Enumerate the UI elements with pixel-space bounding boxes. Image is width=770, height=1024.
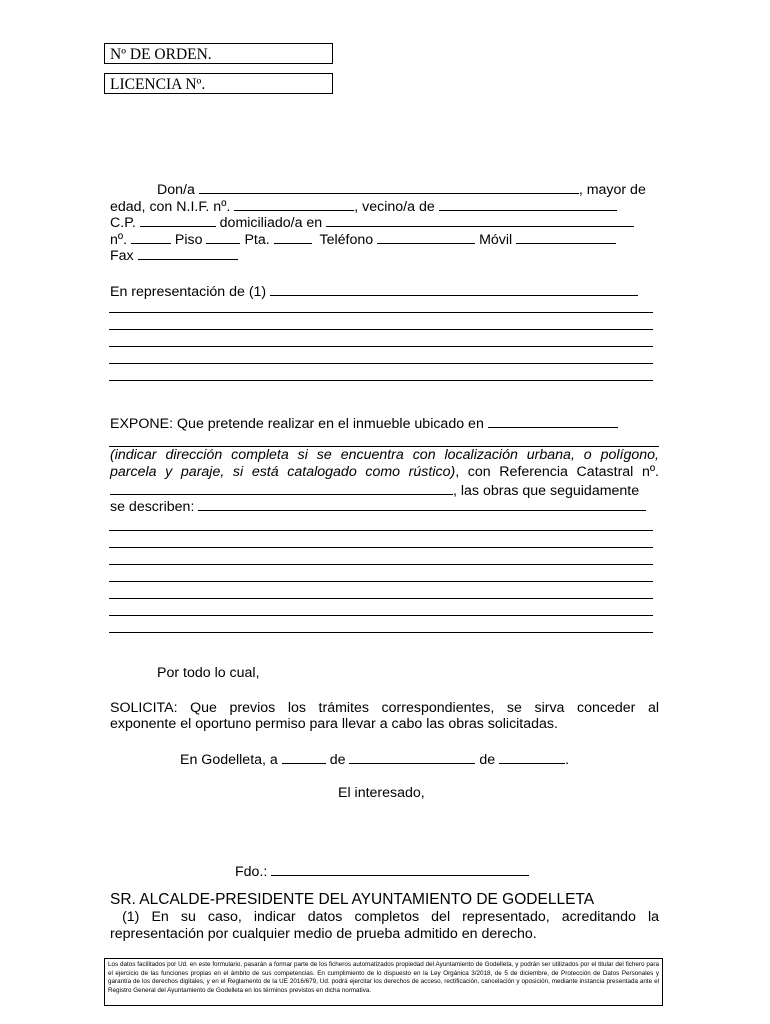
- recipient-heading: SR. ALCALDE-PRESIDENTE DEL AYUNTAMIENTO DE GODELLETA: [110, 891, 595, 908]
- representacion-label: En representación de (1): [110, 284, 267, 300]
- month-field[interactable]: [349, 750, 475, 764]
- fdo-line: [235, 862, 529, 881]
- expone-italic-2: parcela y paraje, si está catalogado como rústico): [110, 464, 456, 480]
- telefono-field[interactable]: [377, 230, 475, 244]
- describen-label: se describen:: [110, 499, 195, 515]
- ubicacion-field[interactable]: [488, 414, 618, 428]
- year-field[interactable]: [499, 750, 565, 764]
- domicilio-field[interactable]: [326, 213, 634, 227]
- mayor-label: , mayor de: [578, 182, 646, 198]
- name-field[interactable]: [199, 180, 579, 194]
- form-line-5: [110, 246, 238, 265]
- expone-line: [110, 414, 618, 433]
- representacion-rule-3[interactable]: [109, 346, 653, 347]
- solicita-line-2: exponente el oportuno permiso para llevar a cabo las obras solicitadas.: [110, 716, 558, 732]
- obras-rule-3[interactable]: [109, 564, 653, 565]
- de-label-1: de: [329, 752, 346, 768]
- interesado-text: El interesado,: [338, 785, 425, 801]
- licencia-label: LICENCIA Nº.: [110, 76, 206, 93]
- ref-catastral-field[interactable]: [110, 481, 453, 495]
- nif-field[interactable]: [234, 197, 354, 211]
- num-field[interactable]: [131, 230, 171, 244]
- por-todo-text: Por todo lo cual,: [157, 665, 260, 681]
- representacion-rule-1[interactable]: [109, 312, 653, 313]
- obras-rule-5[interactable]: [109, 598, 653, 599]
- pta-label: Pta.: [244, 232, 270, 248]
- privacy-notice-box: [104, 958, 663, 1006]
- telefono-label: Teléfono: [319, 232, 374, 248]
- don-label: Don/a: [157, 182, 195, 198]
- expone-italic-1: (indicar dirección completa si se encuentra con localización urbana, o polígono,: [110, 447, 659, 463]
- privacy-notice-text: Los datos facilitados por Ud. en este formulario, pasarán a formar parte de los ficheros automatizados propiedad del Ayuntamiento de Godelleta, y podrán ser utilizados por el titular del fichero para el ejercicio de las funciones propias en el ámbito de sus competencias. En cumplimiento de lo dispuesto en la Ley Orgánica 3/2018, de 5 de diciembre, de Protección de Datos Personales y garantía de los derechos digitales, y en el Reglamento de la UE 2016/679, Ud. podrá ejercitar los derechos de acceso, rectificación, cancelación y oposición, mediante instancia presentada ante el Registro General del Ayuntamiento de Godelleta en los términos previstos en dicha normativa.: [108, 961, 659, 994]
- obras-rule-1[interactable]: [109, 530, 653, 531]
- vecino-field[interactable]: [439, 197, 617, 211]
- expone-ref-line: [110, 464, 659, 481]
- fdo-label: Fdo.:: [235, 864, 268, 880]
- representacion-rule-5[interactable]: [109, 380, 653, 381]
- ref-catastral-label: , con Referencia Catastral nº.: [455, 464, 659, 480]
- describen-line: [110, 497, 646, 516]
- expone-label: EXPONE: Que pretende realizar en el inmueble ubicado en: [110, 416, 484, 432]
- representacion-rule-4[interactable]: [109, 363, 653, 364]
- fax-field[interactable]: [138, 246, 238, 260]
- representacion-field[interactable]: [270, 282, 638, 296]
- nif-label: edad, con N.I.F. nº.: [110, 199, 231, 215]
- note-line-2: representación por cualquier medio de prueba admitido en derecho.: [110, 926, 537, 942]
- obras-label: , las obras que seguidamente: [453, 483, 640, 499]
- solicita-line-1: SOLICITA: Que previos los trámites correspondientes, se sirva conceder al: [110, 700, 659, 716]
- obras-rule-6[interactable]: [109, 615, 653, 616]
- describen-field[interactable]: [198, 497, 646, 511]
- signature-field[interactable]: [271, 862, 529, 876]
- fecha-period: .: [565, 752, 570, 768]
- movil-label: Móvil: [479, 232, 513, 248]
- fecha-line: [180, 750, 569, 769]
- representacion-rule-2[interactable]: [109, 329, 653, 330]
- pta-field[interactable]: [274, 230, 312, 244]
- vecino-label: , vecino/a de: [354, 199, 435, 215]
- obras-rule-4[interactable]: [109, 581, 653, 582]
- note-text-1: (1) En su caso, indicar datos completos del representado, acreditando la: [122, 909, 659, 925]
- godelleta-label: En Godelleta, a: [180, 752, 278, 768]
- piso-field[interactable]: [206, 230, 240, 244]
- orden-number-box: [104, 43, 333, 64]
- piso-label: Piso: [174, 232, 203, 248]
- representacion-line: [110, 282, 638, 301]
- orden-label: Nº DE ORDEN.: [110, 46, 212, 63]
- note-line-1: [110, 909, 659, 926]
- obras-rule-2[interactable]: [109, 547, 653, 548]
- fax-label: Fax: [110, 248, 134, 264]
- obras-rule-7[interactable]: [109, 632, 653, 633]
- movil-field[interactable]: [516, 230, 616, 244]
- cp-field[interactable]: [140, 213, 216, 227]
- cp-label: C.P.: [110, 215, 136, 231]
- licencia-number-box: [104, 73, 333, 94]
- day-field[interactable]: [282, 750, 326, 764]
- domiciliado-label: domiciliado/a en: [219, 215, 323, 231]
- num-label: nº.: [110, 232, 128, 248]
- de-label-2: de: [479, 752, 496, 768]
